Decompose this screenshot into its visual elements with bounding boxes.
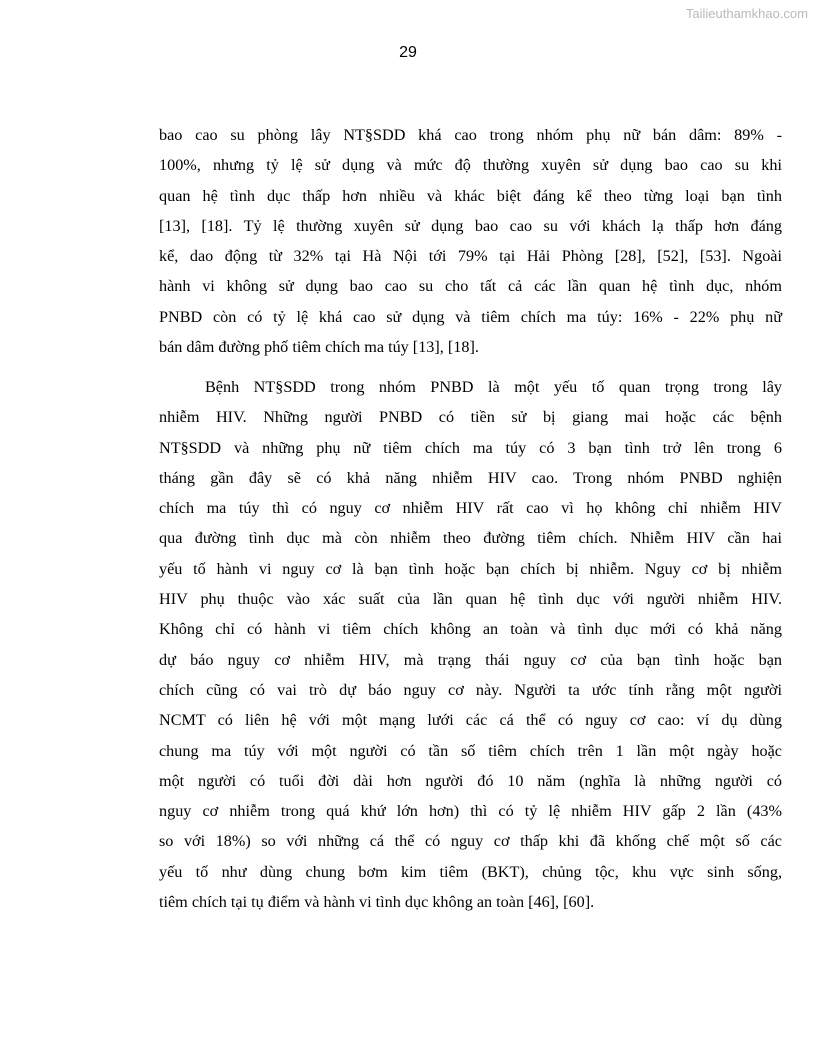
text-line: qua đường tình dục mà còn nhiễm theo đường tiêm chích. Nhiễm HIV cần hai — [159, 529, 782, 548]
text-line: NCMT có liên hệ với một mạng lưới các cá thể có nguy cơ cao: ví dụ dùng — [159, 711, 782, 730]
text-line: bao cao su phòng lây NT§SDD khá cao trong nhóm phụ nữ bán dâm: 89% - — [159, 126, 782, 144]
text-line: nguy cơ nhiễm trong quá khứ lớn hơn) thì có tỷ lệ nhiễm HIV gấp 2 lần (43% — [159, 802, 782, 821]
text-line: HIV phụ thuộc vào xác suất của lần quan hệ tình dục với người nhiễm HIV. — [159, 590, 782, 609]
text-line: [13], [18]. Tỷ lệ thường xuyên sử dụng bao cao su với khách lạ thấp hơn đáng — [159, 216, 782, 235]
text-line: quan hệ tình dục thấp hơn nhiều và khác biệt đáng kể theo từng loại bạn tình — [159, 186, 782, 205]
text-line: hành vi không sử dụng bao cao su cho tất cả các lần quan hệ tình dục, nhóm — [159, 277, 782, 296]
text-line: 100%, nhưng tỷ lệ sử dụng và mức độ thường xuyên sử dụng bao cao su khi — [159, 156, 782, 175]
text-line: yếu tố như dùng chung bơm kim tiêm (BKT), chủng tộc, khu vực sinh sống, — [159, 862, 782, 881]
paragraph-1 — [159, 120, 782, 362]
text-line: nhiễm HIV. Những người PNBD có tiền sử bị giang mai hoặc các bệnh — [159, 408, 782, 427]
text-line: PNBD còn có tỷ lệ khá cao sử dụng và tiêm chích ma túy: 16% - 22% phụ nữ — [159, 307, 782, 326]
text-line: chung ma túy với một người có tần số tiêm chích trên 1 lần một ngày hoặc — [159, 741, 782, 760]
watermark: Tailieuthamkhao.com — [685, 6, 808, 21]
text-line: NT§SDD và những phụ nữ tiêm chích ma túy có 3 bạn tình trở lên trong 6 — [159, 438, 782, 457]
paragraph-2 — [159, 372, 782, 917]
text-line: Bệnh NT§SDD trong nhóm PNBD là một yếu tố quan trọng trong lây — [205, 378, 782, 396]
text-line: chích cũng có vai trò dự báo nguy cơ này. Người ta ước tính rằng một người — [159, 680, 782, 699]
text-line: chích ma túy thì có nguy cơ nhiễm HIV rất cao vì họ không chỉ nhiễm HIV — [159, 499, 782, 518]
text-line: tiêm chích tại tụ điểm và hành vi tình dục không an toàn [46], [60]. — [159, 893, 595, 912]
text-line: tháng gần đây sẽ có khả năng nhiễm HIV cao. Trong nhóm PNBD nghiện — [159, 468, 782, 487]
page-number: 29 — [399, 44, 417, 61]
text-line: bán dâm đường phố tiêm chích ma túy [13], [18]. — [159, 338, 479, 357]
text-line: so với 18%) so với những cá thể có nguy cơ thấp khi đã khống chế một số các — [159, 832, 782, 851]
text-line: kể, dao động từ 32% tại Hà Nội tới 79% tại Hải Phòng [28], [52], [53]. Ngoài — [159, 247, 782, 266]
text-line: dự báo nguy cơ nhiễm HIV, mà trạng thái nguy cơ của bạn tình hoặc bạn — [159, 650, 782, 669]
text-line: yếu tố hành vi nguy cơ là bạn tình hoặc bạn chích bị nhiễm. Nguy cơ bị nhiễm — [159, 559, 782, 578]
text-line: Không chỉ có hành vi tiêm chích không an toàn và tình dục mới có khả năng — [159, 620, 782, 639]
text-line: một người có tuổi đời dài hơn người đó 10 năm (nghĩa là những người có — [159, 771, 782, 790]
